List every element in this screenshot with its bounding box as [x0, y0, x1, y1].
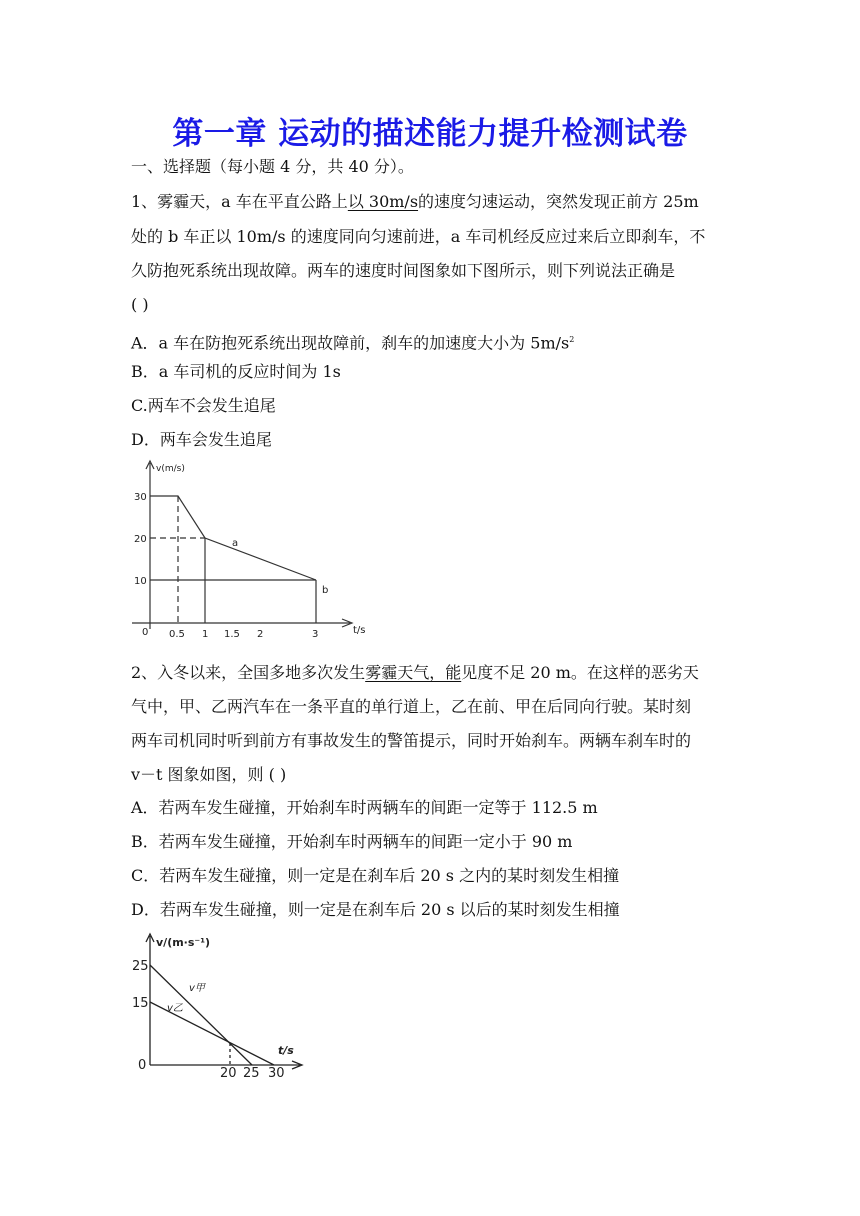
q1-text-b: 的速度匀速运动，突然发现正前方 25m: [418, 192, 699, 211]
section-heading: 一、选择题（每小题 4 分，共 40 分）。: [131, 157, 414, 176]
q2-line-yi-label: v乙: [167, 1003, 183, 1014]
q1-line-1: [131, 192, 699, 212]
q2-xtick-25: 25: [243, 1066, 260, 1078]
q2-underlined-text: 雾霾天气，能: [365, 663, 462, 682]
q1-option-d: D．两车会发生追尾: [131, 430, 272, 449]
q1-option-a-sup: 2: [569, 335, 575, 344]
q1-y-axis-label: v(m/s): [156, 464, 185, 474]
q2-line-2: 气中，甲、乙两汽车在一条平直的单行道上，乙在前、甲在后同向行驶。某时刻: [131, 697, 692, 716]
q2-origin-label: 0: [138, 1058, 147, 1073]
q1-xtick-3: 3: [312, 629, 319, 640]
q2-text-b: 见度不足 20 m。在这样的恶劣天: [461, 663, 699, 682]
q2-ytick-15: 15: [132, 996, 149, 1011]
q2-line-1: [131, 663, 699, 683]
q1-x-axis-label: t/s: [353, 625, 366, 636]
q1-text-a: 1、雾霾天，a 车在平直公路上: [131, 192, 348, 211]
q2-option-a: A．若两车发生碰撞，开始刹车时两辆车的间距一定等于 112.5 m: [131, 798, 598, 817]
q2-line-3: 两车司机同时听到前方有事故发生的警笛提示，同时开始刹车。两辆车刹车时的: [131, 731, 692, 750]
q1-option-a-text: A．a 车在防抱死系统出现故障前，刹车的加速度大小为 5m/s: [131, 333, 570, 353]
q2-line-jia-label: v甲: [189, 983, 205, 994]
q1-xtick-0-5: 0.5: [169, 629, 185, 640]
q2-line-4: v－t 图象如图，则 ( ): [131, 765, 287, 784]
q1-ytick-30: 30: [134, 492, 147, 503]
q1-ytick-10: 10: [134, 576, 147, 587]
q1-origin-label: 0: [142, 627, 149, 638]
q1-option-b: B．a 车司机的反应时间为 1s: [131, 362, 341, 381]
q2-option-b: B．若两车发生碰撞，开始刹车时两辆车的间距一定小于 90 m: [131, 832, 573, 851]
q1-line-b-label: b: [322, 585, 329, 596]
q1-line-a-label: a: [232, 538, 239, 549]
q1-underlined-speed: 以 30m/s: [347, 192, 419, 211]
q1-vt-graph: [128, 455, 388, 650]
q2-vt-graph: [128, 928, 318, 1078]
q1-line-2: 处的 b 车正以 10m/s 的速度同向匀速前进，a 车司机经反应过来后立即刹车，不: [131, 227, 706, 246]
q1-option-a: [131, 330, 574, 353]
q1-line-4: ( ): [131, 295, 149, 314]
q2-option-d: D．若两车发生碰撞，则一定是在刹车后 20 s 以后的某时刻发生相撞: [131, 900, 620, 919]
q1-xtick-1: 1: [202, 629, 209, 640]
q2-text-a: 2、入冬以来，全国多地多次发生: [131, 663, 366, 682]
q2-option-c: C．若两车发生碰撞，则一定是在刹车后 20 s 之内的某时刻发生相撞: [131, 866, 620, 885]
q2-xtick-20: 20: [220, 1066, 237, 1078]
q1-xtick-1-5: 1.5: [224, 629, 240, 640]
q1-xtick-2: 2: [257, 629, 264, 640]
q1-option-c: C.两车不会发生追尾: [131, 396, 276, 415]
q2-ytick-25: 25: [132, 959, 149, 974]
page-title: 第一章 运动的描述能力提升检测试卷: [172, 116, 688, 152]
q1-line-3: 久防抱死系统出现故障。两车的速度时间图象如下图所示，则下列说法正确是: [131, 261, 676, 280]
q2-xtick-30: 30: [268, 1066, 285, 1078]
q2-x-axis-label: t/s: [278, 1044, 294, 1057]
q2-y-axis-label: v/(m·s⁻¹): [156, 936, 211, 949]
q1-ytick-20: 20: [134, 534, 147, 545]
